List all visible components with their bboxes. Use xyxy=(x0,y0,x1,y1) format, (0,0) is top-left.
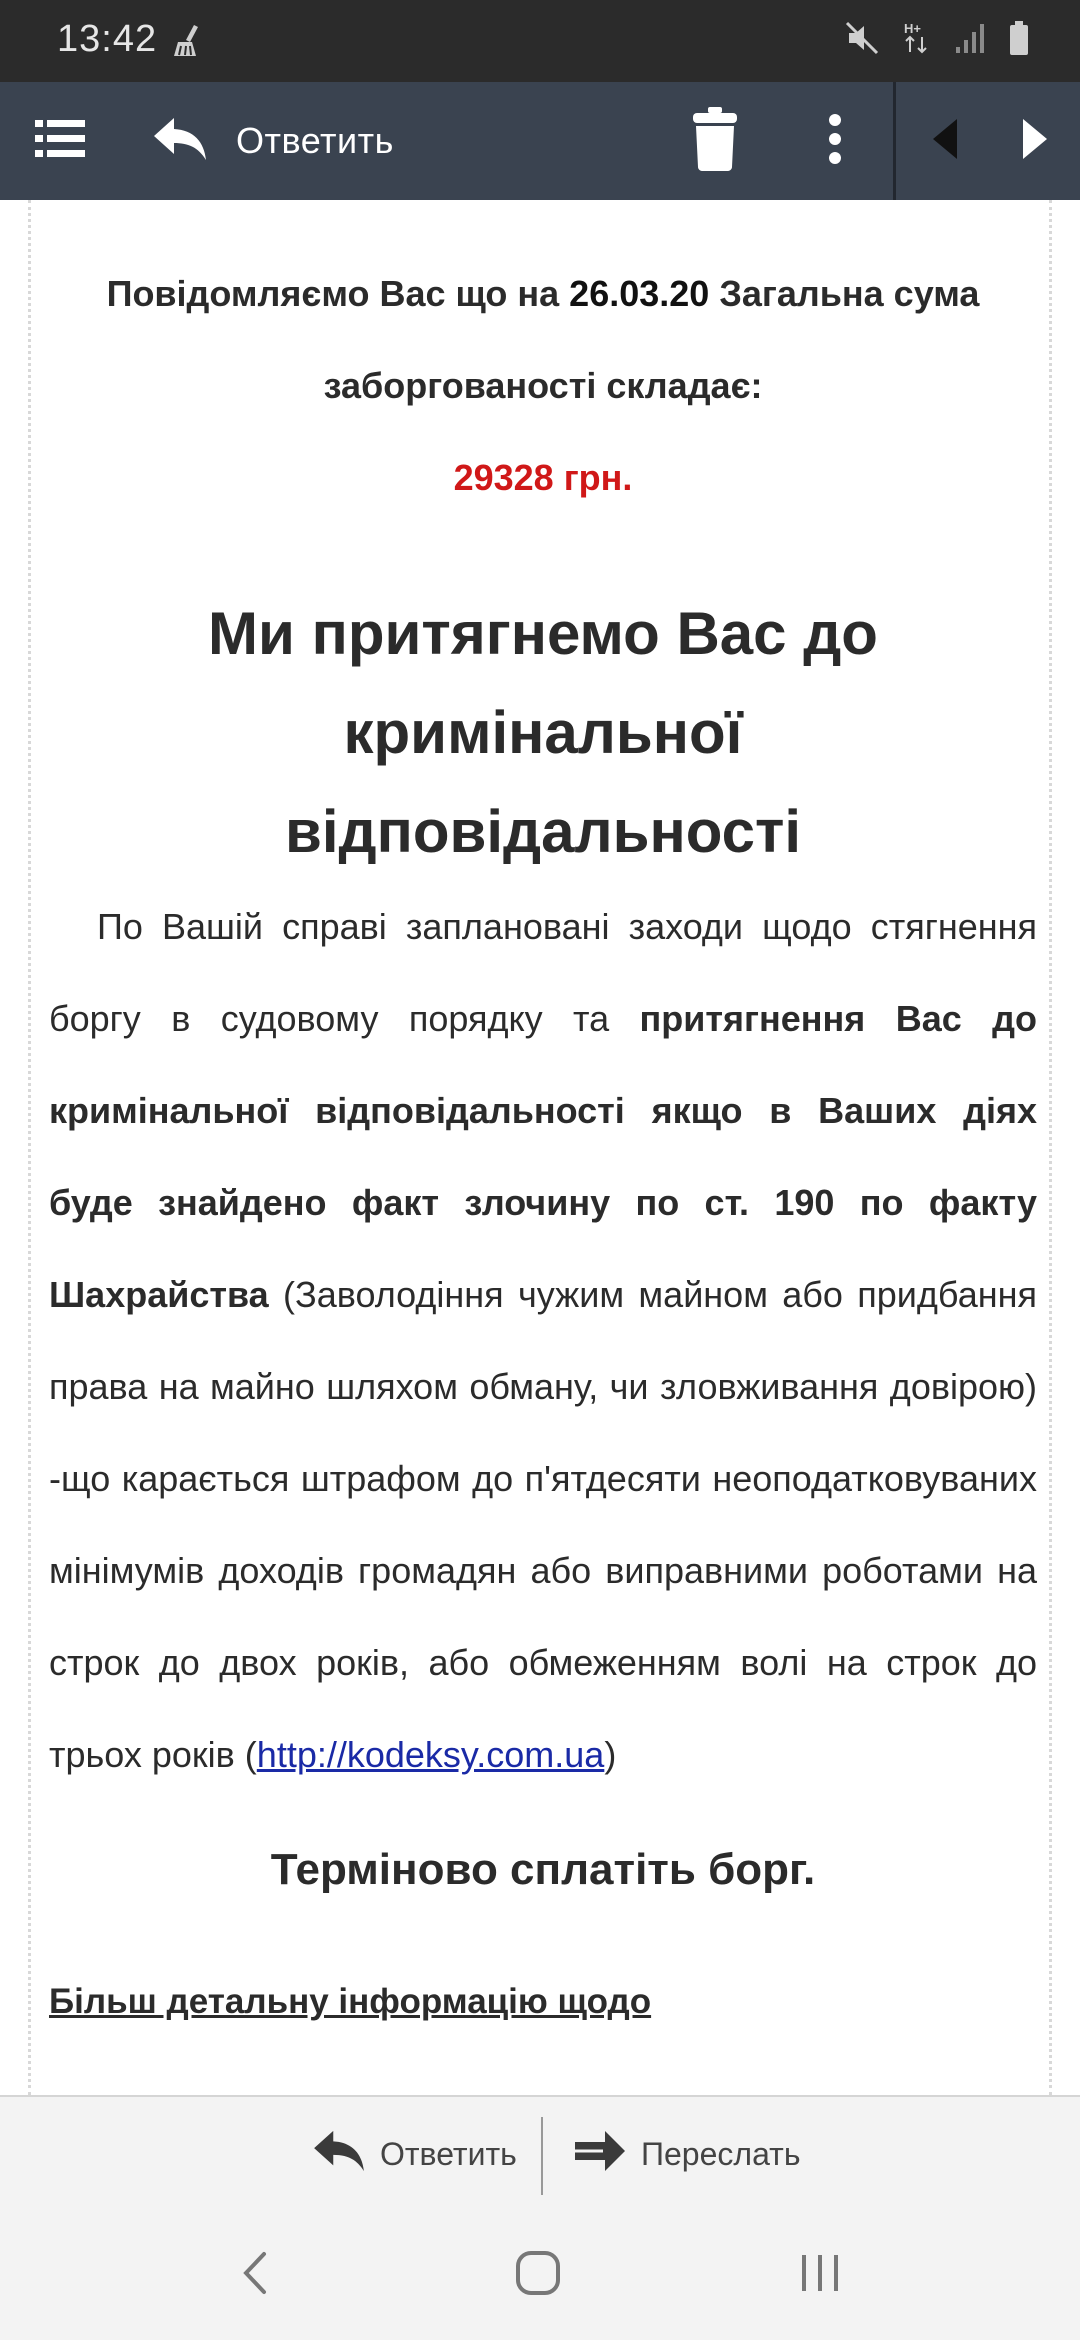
reply-button[interactable] xyxy=(312,2097,517,2212)
notice-line-2: заборгованості складає: xyxy=(323,365,763,406)
paragraph-intro: По Вашій справі заплановані заходи щодо стягнення боргу в судовому порядку та xyxy=(49,906,1037,1039)
message-toolbar xyxy=(0,82,1080,200)
reply-icon xyxy=(152,116,208,167)
action-divider xyxy=(541,2117,543,2195)
subheading: Терміново сплатіть борг. xyxy=(270,1845,816,1894)
home-icon xyxy=(515,2250,561,2301)
battery-icon xyxy=(1008,20,1030,56)
forward-icon xyxy=(573,2129,627,2181)
status-icons xyxy=(844,20,1030,56)
reply-label: Ответить xyxy=(380,2136,517,2172)
message-body[interactable] xyxy=(28,200,1052,2095)
nav-home-button[interactable] xyxy=(488,2210,588,2340)
forward-button[interactable] xyxy=(573,2097,800,2212)
kodeksy-link[interactable]: http://kodeksy.com.ua xyxy=(256,1734,605,1775)
system-nav-bar xyxy=(0,2210,1080,2340)
status-bar xyxy=(0,0,1080,82)
next-icon xyxy=(1021,119,1049,164)
action-bar xyxy=(0,2095,1080,2210)
recents-icon xyxy=(799,2251,841,2300)
more-options-button[interactable] xyxy=(800,82,870,200)
nav-back-button[interactable] xyxy=(205,2210,305,2340)
paragraph-close: ) xyxy=(604,1734,617,1775)
status-time: 13:42 xyxy=(57,18,158,60)
notice-text: Повідомляємо Вас що на xyxy=(106,273,570,314)
delete-button[interactable] xyxy=(680,82,750,200)
toolbar-divider xyxy=(893,82,896,200)
next-message-button[interactable] xyxy=(1000,82,1070,200)
notice-line-1 xyxy=(49,248,1037,340)
network-h-plus-icon xyxy=(902,20,932,56)
svg-text:H+: H+ xyxy=(904,21,921,36)
paragraph-rest: (Заволодіння чужим майном або придбання права на майно шляхом обману, чи зловживання довірою) -що карається штрафом до п'ятдесяти неоподатковуваних мінімумів доходів громадян або виправними роботами на строк до двох років, або обмеженням волі на строк до трьох років ( xyxy=(49,1274,1037,1775)
debt-amount: 29328 грн. xyxy=(453,457,633,498)
more-vertical-icon xyxy=(828,113,842,170)
menu-button[interactable] xyxy=(20,82,100,200)
nav-recents-button[interactable] xyxy=(770,2210,870,2340)
paragraph-bold: притягнення Вас до кримінальної відповідальності якщо в Ваших діях буде знайдено факт злочину по ст. 190 по факту Шахрайства xyxy=(49,998,1037,1315)
toolbar-reply-label[interactable]: Ответить xyxy=(236,120,394,161)
mute-icon xyxy=(844,20,880,56)
more-info-link[interactable]: Більш детальну інформацію щодо xyxy=(49,1982,652,2021)
prev-icon xyxy=(931,119,959,164)
message-content xyxy=(49,200,1037,2027)
notice-text-2: Загальна сума xyxy=(709,273,980,314)
forward-label: Переслать xyxy=(641,2136,801,2172)
trash-icon xyxy=(692,107,738,176)
notice-date: 26.03.20 xyxy=(569,273,710,314)
clean-icon xyxy=(170,22,208,60)
back-icon xyxy=(242,2251,268,2300)
headline: Ми притягнемо Вас до кримінальної відповідальності xyxy=(208,600,878,865)
previous-message-button[interactable] xyxy=(910,82,980,200)
toolbar-reply-button[interactable] xyxy=(140,82,220,200)
signal-icon xyxy=(954,21,986,55)
body-paragraph xyxy=(49,881,1037,1801)
reply-icon xyxy=(312,2129,366,2181)
menu-icon xyxy=(35,118,85,165)
